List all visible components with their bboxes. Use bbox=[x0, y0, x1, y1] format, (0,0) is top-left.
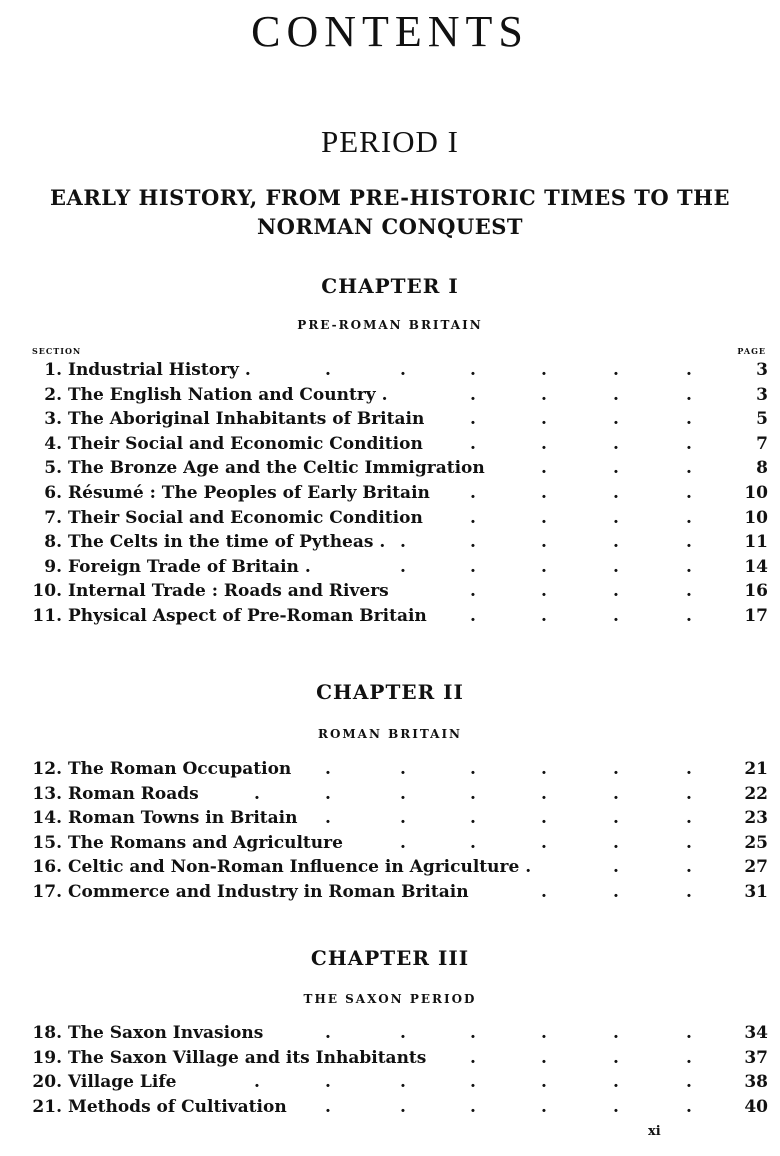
leader-dot: . bbox=[686, 882, 692, 902]
section-number: 19. bbox=[32, 1047, 62, 1068]
leader-dot: . bbox=[613, 1023, 619, 1043]
section-title: Physical Aspect of Pre-Roman Britain bbox=[68, 606, 427, 626]
leader-dot: . bbox=[400, 360, 406, 380]
leader-dot: . bbox=[254, 783, 260, 804]
leader-dot: . bbox=[541, 581, 547, 602]
page-ref: 8 bbox=[756, 458, 768, 479]
section-number: 21. bbox=[32, 1096, 62, 1117]
toc-entry bbox=[24, 855, 768, 879]
period-subtitle-line1: EARLY HISTORY, FROM PRE-HISTORIC TIMES TO THE bbox=[50, 185, 730, 210]
leader-dot: . bbox=[470, 433, 476, 454]
section-title: Village Life bbox=[68, 1072, 177, 1093]
section-number: 1. bbox=[44, 360, 62, 380]
leader-dot: . bbox=[325, 783, 331, 804]
leader-dot: . bbox=[541, 1047, 547, 1068]
leader-dot: . bbox=[541, 783, 547, 804]
page-number: xi bbox=[648, 1124, 661, 1139]
leader-dot: . bbox=[541, 458, 547, 479]
section-title: The Saxon Village and its Inhabitants bbox=[68, 1047, 427, 1068]
leader-dot: . bbox=[686, 556, 692, 577]
section-title: The Roman Occupation bbox=[68, 759, 292, 779]
page-ref: 16 bbox=[744, 581, 768, 602]
leader-dot: . bbox=[613, 360, 619, 380]
section-title: The Romans and Agriculture bbox=[68, 832, 343, 853]
leader-dot: . bbox=[400, 759, 406, 779]
toc-entry bbox=[24, 604, 768, 628]
leader-dot: . bbox=[613, 532, 619, 553]
chapter-3-title: CHAPTER III bbox=[310, 946, 470, 970]
leader-dot: . bbox=[686, 409, 692, 430]
leader-dot: . bbox=[400, 783, 406, 804]
section-number: 9. bbox=[44, 556, 62, 577]
toc-entry bbox=[24, 1070, 768, 1094]
section-title: Methods of Cultivation bbox=[68, 1096, 287, 1117]
page-ref: 17 bbox=[744, 606, 768, 626]
leader-dot: . bbox=[613, 1096, 619, 1117]
leader-dot: . bbox=[400, 1072, 406, 1093]
toc-entry bbox=[24, 407, 768, 431]
section-title: Their Social and Economic Condition bbox=[68, 433, 423, 454]
page-ref: 10 bbox=[744, 483, 768, 503]
leader-dot: . bbox=[613, 409, 619, 430]
section-number: 15. bbox=[32, 832, 62, 853]
section-title: Celtic and Non-Roman Influence in Agriculture . bbox=[68, 857, 532, 878]
leader-dot: . bbox=[541, 832, 547, 853]
leader-dot: . bbox=[613, 759, 619, 779]
page-ref: 40 bbox=[744, 1096, 768, 1117]
leader-dot: . bbox=[325, 360, 331, 380]
leader-dot: . bbox=[325, 1023, 331, 1043]
leader-dot: . bbox=[470, 783, 476, 804]
leader-dot: . bbox=[470, 1072, 476, 1093]
section-title: Roman Roads bbox=[68, 783, 199, 804]
section-title: Foreign Trade of Britain . bbox=[68, 556, 311, 577]
leader-dot: . bbox=[686, 832, 692, 853]
chapter-3-subtitle: THE SAXON PERIOD bbox=[303, 992, 477, 1006]
toc-entry bbox=[24, 358, 768, 382]
leader-dot: . bbox=[470, 606, 476, 626]
leader-dot: . bbox=[613, 783, 619, 804]
toc-entry bbox=[24, 880, 768, 904]
section-number: 20. bbox=[32, 1072, 62, 1093]
toc-entry bbox=[24, 481, 768, 505]
section-column-header: SECTION bbox=[32, 346, 82, 356]
leader-dot: . bbox=[686, 808, 692, 829]
section-number: 6. bbox=[44, 483, 62, 503]
leader-dot: . bbox=[686, 433, 692, 454]
page-ref: 14 bbox=[744, 556, 768, 577]
page-ref: 3 bbox=[756, 384, 768, 405]
leader-dot: . bbox=[400, 1023, 406, 1043]
page-ref: 34 bbox=[744, 1023, 768, 1043]
leader-dot: . bbox=[470, 1047, 476, 1068]
leader-dot: . bbox=[686, 384, 692, 405]
chapter-1-title: CHAPTER I bbox=[321, 274, 459, 298]
leader-dot: . bbox=[470, 384, 476, 405]
section-number: 7. bbox=[44, 507, 62, 528]
section-number: 13. bbox=[32, 783, 62, 804]
leader-dot: . bbox=[686, 857, 692, 878]
leader-dot: . bbox=[613, 808, 619, 829]
leader-dot: . bbox=[400, 532, 406, 553]
leader-dot: . bbox=[686, 360, 692, 380]
leader-dot: . bbox=[541, 507, 547, 528]
leader-dot: . bbox=[613, 384, 619, 405]
period-subtitle bbox=[0, 183, 780, 241]
leader-dot: . bbox=[470, 409, 476, 430]
toc-entry bbox=[24, 831, 768, 855]
leader-dot: . bbox=[470, 532, 476, 553]
leader-dot: . bbox=[541, 1023, 547, 1043]
leader-dot: . bbox=[613, 882, 619, 902]
leader-dot: . bbox=[686, 507, 692, 528]
section-number: 18. bbox=[32, 1023, 62, 1043]
leader-dot: . bbox=[686, 1072, 692, 1093]
page-ref: 23 bbox=[744, 808, 768, 829]
leader-dot: . bbox=[400, 808, 406, 829]
section-title: The Aboriginal Inhabitants of Britain bbox=[68, 409, 425, 430]
toc-entry bbox=[24, 579, 768, 603]
leader-dot: . bbox=[686, 1023, 692, 1043]
leader-dot: . bbox=[325, 759, 331, 779]
page-ref: 25 bbox=[744, 832, 768, 853]
leader-dot: . bbox=[613, 433, 619, 454]
leader-dot: . bbox=[470, 759, 476, 779]
page-ref: 31 bbox=[744, 882, 768, 902]
leader-dot: . bbox=[325, 808, 331, 829]
leader-dot: . bbox=[686, 483, 692, 503]
leader-dot: . bbox=[400, 556, 406, 577]
period-title: PERIOD I bbox=[320, 124, 460, 159]
toc-entry bbox=[24, 383, 768, 407]
leader-dot: . bbox=[613, 606, 619, 626]
leader-dot: . bbox=[325, 1096, 331, 1117]
leader-dot: . bbox=[470, 1023, 476, 1043]
section-number: 4. bbox=[44, 433, 62, 454]
section-number: 14. bbox=[32, 808, 62, 829]
leader-dot: . bbox=[613, 483, 619, 503]
leader-dot: . bbox=[541, 360, 547, 380]
leader-dot: . bbox=[613, 832, 619, 853]
page-ref: 22 bbox=[744, 783, 768, 804]
toc-entry bbox=[24, 1046, 768, 1070]
chapter-1-subtitle: PRE-ROMAN BRITAIN bbox=[297, 318, 483, 332]
page-ref: 11 bbox=[744, 532, 768, 553]
leader-dot: . bbox=[400, 1096, 406, 1117]
section-number: 16. bbox=[32, 857, 62, 878]
page-title: CONTENTS bbox=[251, 7, 529, 56]
leader-dot: . bbox=[541, 606, 547, 626]
section-number: 5. bbox=[44, 458, 62, 479]
leader-dot: . bbox=[470, 808, 476, 829]
page-ref: 38 bbox=[744, 1072, 768, 1093]
leader-dot: . bbox=[400, 832, 406, 853]
leader-dot: . bbox=[613, 556, 619, 577]
section-number: 10. bbox=[32, 581, 62, 602]
section-title: The English Nation and Country . bbox=[68, 384, 388, 405]
leader-dot: . bbox=[541, 808, 547, 829]
page-ref: 3 bbox=[756, 360, 768, 380]
section-title: Internal Trade : Roads and Rivers bbox=[68, 581, 389, 602]
leader-dot: . bbox=[470, 483, 476, 503]
leader-dot: . bbox=[686, 532, 692, 553]
section-title: The Saxon Invasions bbox=[68, 1023, 264, 1043]
leader-dot: . bbox=[541, 483, 547, 503]
chapter-2-subtitle: ROMAN BRITAIN bbox=[317, 727, 463, 741]
leader-dot: . bbox=[541, 1096, 547, 1117]
leader-dot: . bbox=[541, 532, 547, 553]
leader-dot: . bbox=[470, 1096, 476, 1117]
page-ref: 27 bbox=[744, 857, 768, 878]
leader-dot: . bbox=[686, 606, 692, 626]
section-number: 8. bbox=[44, 532, 62, 553]
section-number: 2. bbox=[44, 384, 62, 405]
leader-dot: . bbox=[541, 882, 547, 902]
toc-entry bbox=[24, 506, 768, 530]
leader-dot: . bbox=[613, 1072, 619, 1093]
period-subtitle-line2: NORMAN CONQUEST bbox=[256, 214, 524, 239]
section-number: 3. bbox=[44, 409, 62, 430]
toc-entry bbox=[24, 555, 768, 579]
leader-dot: . bbox=[470, 832, 476, 853]
leader-dot: . bbox=[541, 556, 547, 577]
leader-dot: . bbox=[541, 1072, 547, 1093]
section-title: The Bronze Age and the Celtic Immigration bbox=[68, 458, 485, 479]
chapter-2-title: CHAPTER II bbox=[316, 680, 464, 704]
leader-dot: . bbox=[470, 360, 476, 380]
leader-dot: . bbox=[541, 433, 547, 454]
section-title: The Celts in the time of Pytheas . bbox=[68, 532, 386, 553]
leader-dot: . bbox=[470, 507, 476, 528]
leader-dot: . bbox=[613, 458, 619, 479]
leader-dot: . bbox=[686, 1047, 692, 1068]
leader-dot: . bbox=[613, 857, 619, 878]
page-ref: 21 bbox=[744, 759, 768, 779]
toc-entry bbox=[24, 1021, 768, 1045]
leader-dot: . bbox=[686, 759, 692, 779]
section-title: Industrial History . bbox=[68, 360, 251, 380]
leader-dot: . bbox=[470, 556, 476, 577]
leader-dot: . bbox=[541, 384, 547, 405]
section-title: Their Social and Economic Condition bbox=[68, 507, 423, 528]
page-ref: 7 bbox=[756, 433, 768, 454]
toc-entry bbox=[24, 757, 768, 781]
toc-entry bbox=[24, 1095, 768, 1119]
leader-dot: . bbox=[686, 458, 692, 479]
toc-entry bbox=[24, 530, 768, 554]
leader-dot: . bbox=[686, 581, 692, 602]
leader-dot: . bbox=[686, 783, 692, 804]
toc-entry bbox=[24, 782, 768, 806]
toc-entry bbox=[24, 806, 768, 830]
toc-entry bbox=[24, 456, 768, 480]
leader-dot: . bbox=[254, 1072, 260, 1093]
leader-dot: . bbox=[613, 507, 619, 528]
page-ref: 10 bbox=[744, 507, 768, 528]
page-ref: 37 bbox=[744, 1047, 768, 1068]
leader-dot: . bbox=[541, 409, 547, 430]
leader-dot: . bbox=[613, 581, 619, 602]
leader-dot: . bbox=[613, 1047, 619, 1068]
section-title: Résumé : The Peoples of Early Britain bbox=[68, 483, 430, 503]
section-title: Roman Towns in Britain bbox=[68, 808, 298, 829]
leader-dot: . bbox=[325, 1072, 331, 1093]
leader-dot: . bbox=[541, 759, 547, 779]
section-title: Commerce and Industry in Roman Britain bbox=[68, 882, 469, 902]
page-column-header: PAGE bbox=[737, 346, 766, 356]
section-number: 12. bbox=[32, 759, 62, 779]
section-number: 17. bbox=[32, 882, 62, 902]
leader-dot: . bbox=[470, 581, 476, 602]
leader-dot: . bbox=[686, 1096, 692, 1117]
section-number: 11. bbox=[32, 606, 62, 626]
toc-entry bbox=[24, 432, 768, 456]
page-ref: 5 bbox=[756, 409, 768, 430]
